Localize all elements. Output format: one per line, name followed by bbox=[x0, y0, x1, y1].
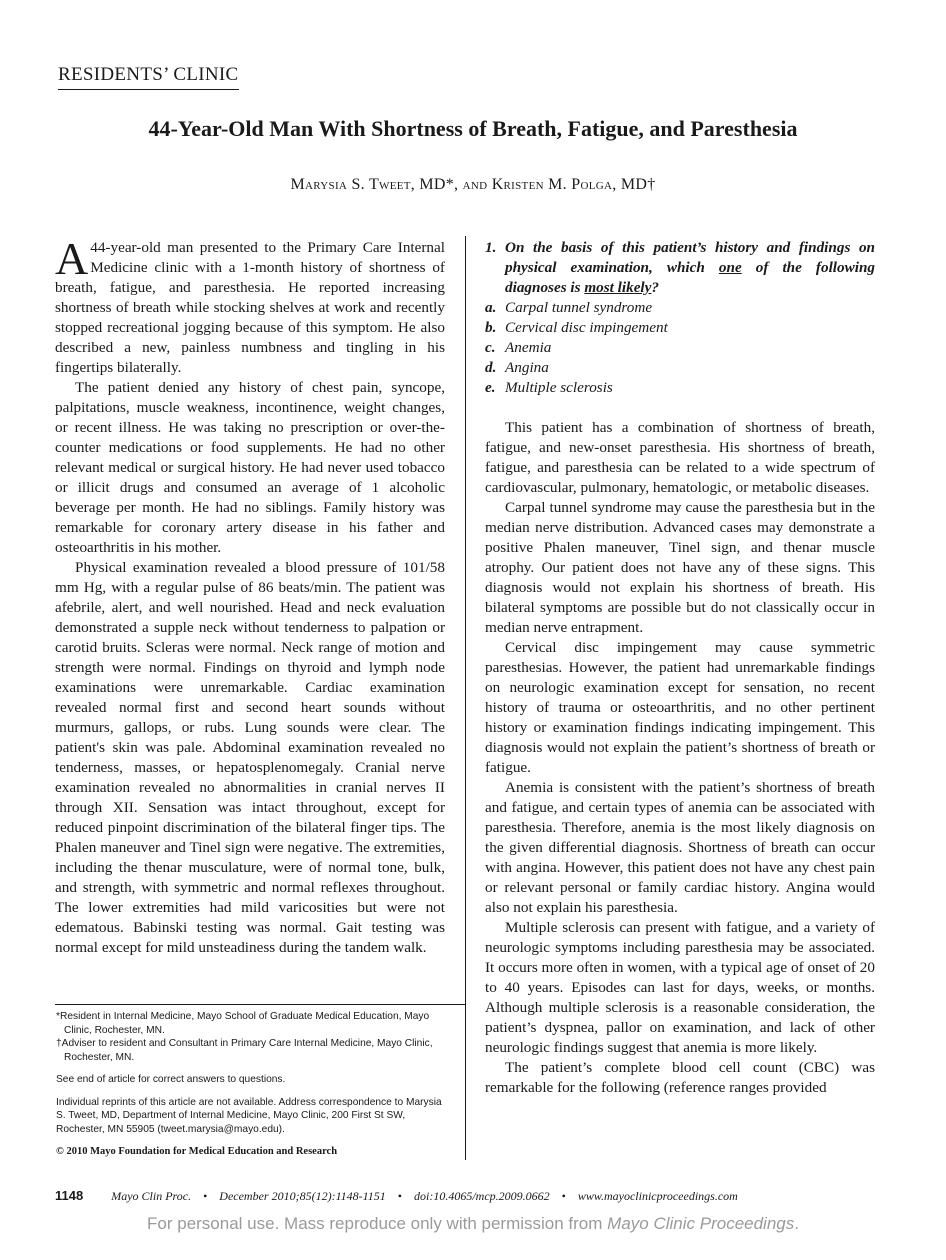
answer-option bbox=[485, 298, 875, 318]
footer-bullet: • bbox=[397, 1189, 402, 1203]
section-header: RESIDENTS’ CLINIC bbox=[58, 64, 239, 90]
answer-option bbox=[485, 318, 875, 338]
permission-notice bbox=[0, 1214, 946, 1234]
question-text-part-b: of the following diagnoses is bbox=[505, 259, 875, 296]
journal-issue: December 2010;85(12):1148-1151 bbox=[219, 1189, 386, 1203]
footnote-copyright: © 2010 Mayo Foundation for Medical Education and Research bbox=[56, 1146, 338, 1157]
answer-options bbox=[485, 298, 875, 398]
permission-end: . bbox=[794, 1214, 799, 1233]
answer-option bbox=[485, 338, 875, 358]
footnotes bbox=[56, 1010, 451, 1168]
option-letter: c. bbox=[485, 339, 496, 356]
footer-bullet: • bbox=[203, 1189, 208, 1203]
discussion-paragraph-4: Anemia is consistent with the patient’s shortness of breath and fatigue, and certain types of anemia can be associated with paresthesia. Therefore, anemia is the most likely diagnosis on the given differential diagnosis. Shortness of breath can occur with angina. However, this patient does not have any chest pain or relevant personal or family cardiac history. Angina would also not explain his paresthesia. bbox=[485, 779, 875, 916]
answer-option bbox=[485, 358, 875, 378]
option-letter: a. bbox=[485, 299, 497, 316]
footnote-rule bbox=[55, 1004, 465, 1005]
discussion-paragraph-1: This patient has a combination of shortness of breath, fatigue, and new-onset paresthesia. His shortness of breath, fatigue, and paresthesia can be related to a wide spectrum of cardiovascular, pulmonary, hematologic, or metabolic diseases. bbox=[485, 419, 875, 496]
option-text: Carpal tunnel syndrome bbox=[505, 299, 653, 316]
article-authors: Marysia S. Tweet, MD*, and Kristen M. Polga, MD† bbox=[290, 176, 656, 193]
right-column bbox=[485, 238, 875, 1098]
case-paragraph-2: The patient denied any history of chest pain, syncope, palpitations, muscle weakness, incontinence, weight changes, or recent illness. He was taking no prescription or over-the-counter medications or food supplements. He had no other relevant medical or surgical history. He had never used tobacco or illicit drugs and consumed an average of 1 alcoholic beverage per month. He had no siblings. Family history was remarkable for coronary artery disease in his father and osteoarthritis in his mother. bbox=[55, 379, 445, 556]
footnote-affiliations bbox=[56, 1010, 451, 1064]
discussion-paragraph-6: The patient’s complete blood cell count (CBC) was remarkable for the following (reference ranges provided bbox=[485, 1059, 875, 1096]
question-text bbox=[505, 238, 875, 298]
footnote-reprints: Individual reprints of this article are not available. Address correspondence to Marysia S. Tweet, MD, Department of Internal Medicine, Mayo Clinic, 200 First St SW, Rochester, MN 55905 (tweet.marysia@mayo.edu). bbox=[56, 1096, 442, 1135]
question-text-part-a: On the basis of this patient’s history and findings on physical examination, which bbox=[505, 239, 875, 276]
footer-bullet: • bbox=[561, 1189, 566, 1203]
left-column bbox=[55, 233, 445, 958]
column-divider bbox=[465, 236, 466, 1160]
footnote-answers: See end of article for correct answers to questions. bbox=[56, 1074, 286, 1085]
article-title: 44-Year-Old Man With Shortness of Breath, Fatigue, and Paresthesia bbox=[148, 116, 798, 141]
option-text: Anemia bbox=[505, 339, 552, 356]
question-emphasis-one: one bbox=[718, 259, 742, 276]
footnote-adviser: †Adviser to resident and Consultant in Primary Care Internal Medicine, Mayo Clinic, Rochester, MN. bbox=[56, 1038, 433, 1063]
option-text: Angina bbox=[505, 359, 549, 376]
option-letter: e. bbox=[485, 379, 496, 396]
case-paragraph-3: Physical examination revealed a blood pressure of 101/58 mm Hg, with a regular pulse of 86 beats/min. The patient was afebrile, alert, and well nourished. Head and neck evaluation demonstrated a supple neck without tenderness to palpation or carotid bruits. Scleras were normal. Neck range of motion and strength were normal. Findings on thyroid and lymph node examinations were unremarkable. Cardiac examination revealed normal first and second heart sounds without murmurs, gallops, or rubs. Lung sounds were clear. The patient's skin was pale. Abdominal examination revealed no tenderness, masses, or hepatosplenomegaly. Cranial nerve examination revealed no abnormalities in cranial nerves II through XII. Sensation was intact throughout, except for reduced pinpoint discrimination of the bilateral finger tips. The Phalen maneuver and Tinel sign were negative. The extremities, including the thenar musculature, were of normal tone, bulk, and strength, with symmetric and normal reflexes throughout. The lower extremities had mild varicosities but were not edematous. Babinski testing was normal. Gait testing was normal except for mild unsteadiness during the tandem walk. bbox=[55, 559, 445, 956]
question-1 bbox=[485, 238, 875, 298]
question-emphasis-most-likely: most likely bbox=[584, 279, 652, 296]
question-text-part-c: ? bbox=[651, 279, 659, 296]
permission-text: For personal use. Mass reproduce only with permission from bbox=[147, 1214, 608, 1233]
journal-name: Mayo Clin Proc. bbox=[111, 1189, 192, 1203]
option-letter: d. bbox=[485, 359, 497, 376]
discussion-paragraph-5: Multiple sclerosis can present with fatigue, and a variety of neurologic symptoms including paresthesia may be associated. It occurs more often in women, with a typical age of onset of 20 to 40 years. Episodes can last for days, weeks, or months. Although multiple sclerosis is a reasonable consideration, the patient’s dyspnea, pallor on examination, and lack of other neurologic findings suggest that anemia is more likely. bbox=[485, 919, 875, 1056]
doi: doi:10.4065/mcp.2009.0662 bbox=[414, 1189, 550, 1203]
page-number: 1148 bbox=[55, 1188, 84, 1203]
question-number: 1. bbox=[485, 239, 497, 256]
journal-url: www.mayoclinicproceedings.com bbox=[577, 1189, 738, 1203]
discussion-paragraph-3: Cervical disc impingement may cause symmetric paresthesias. However, the patient had unremarkable findings on neurologic examination except for sensation, no recent history of trauma or osteoarthritis, and no other pertinent history or examination findings indicating impingement. This diagnosis would not explain the patient’s shortness of breath or fatigue. bbox=[485, 639, 875, 776]
case-paragraph-1 bbox=[55, 233, 445, 378]
answer-option bbox=[485, 378, 875, 398]
permission-journal: Mayo Clinic Proceedings bbox=[607, 1214, 795, 1233]
option-text: Cervical disc impingement bbox=[505, 319, 668, 336]
option-letter: b. bbox=[485, 319, 497, 336]
option-text: Multiple sclerosis bbox=[505, 379, 613, 396]
discussion-paragraph-2: Carpal tunnel syndrome may cause the paresthesia but in the median nerve distribution. Advanced cases may demonstrate a positive Phalen maneuver, Tinel sign, and thenar muscle atrophy. Our patient does not have any of these signs. This diagnosis would not explain his shortness of breath. His bilateral symptoms are possible but do not classically occur in median nerve entrapment. bbox=[485, 499, 875, 636]
footnote-resident: *Resident in Internal Medicine, Mayo School of Graduate Medical Education, Mayo Clinic, Rochester, MN. bbox=[56, 1011, 430, 1036]
case-paragraph-1-text: 44-year-old man presented to the Primary Care Internal Medicine clinic with a 1-month history of shortness of breath, fatigue, and paresthesia. He reported increasing shortness of breath while stocking shelves at work and recently stopped recreational jogging because of this symptom. He also described a new, painless numbness and tingling in his fingertips bilaterally. bbox=[55, 239, 445, 376]
page-footer bbox=[55, 1188, 895, 1204]
drop-cap: A bbox=[55, 233, 89, 284]
